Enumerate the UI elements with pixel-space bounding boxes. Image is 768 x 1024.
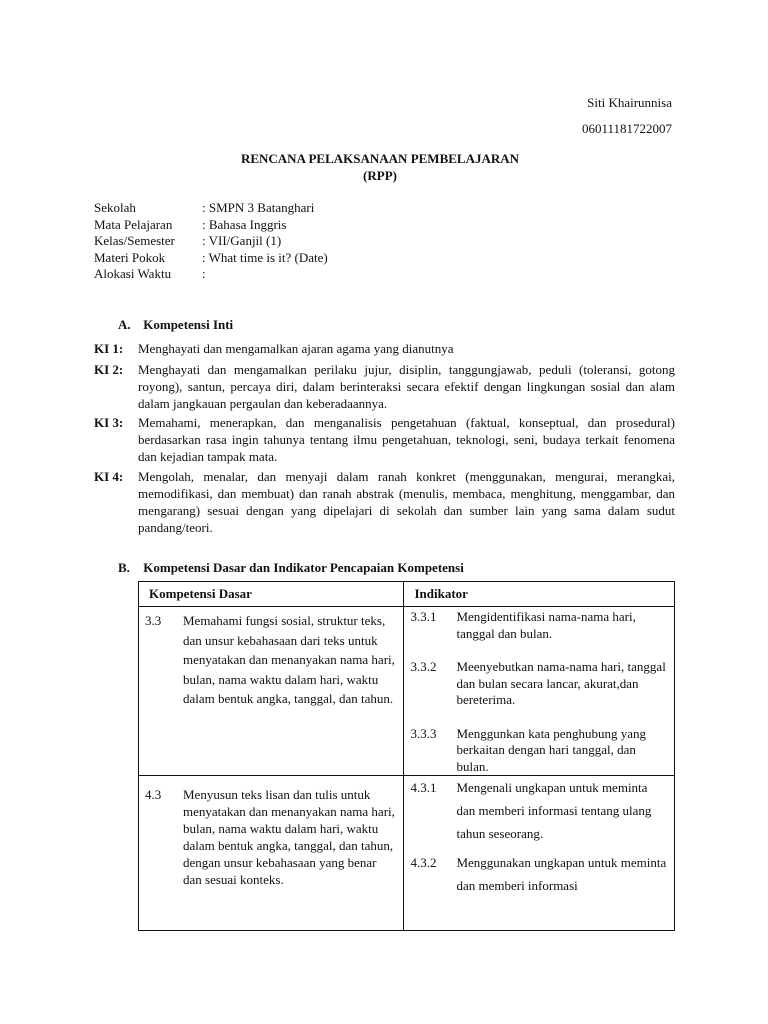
ki-item-2 — [94, 361, 675, 412]
ki-text: Mengolah, menalar, dan menyaji dalam ranah konkret (menggunakan, mengurai, merangkai, memodifikasi, dan membuat) dan ranah abstrak (menulis, membaca, menghitung, menggambar, dan mengarang) sesuai dengan yang dipelajari di sekolah dan sumber lain yang sama dalam sudut pandang/teori. — [138, 469, 675, 535]
section-b-title: Kompetensi Dasar dan Indikator Pencapaian Kompetensi — [143, 560, 464, 575]
info-row-class — [94, 233, 328, 250]
indicator-text: Menggunakan ungkapan untuk meminta dan memberi informasi — [456, 855, 667, 893]
ki-label: KI 3: — [94, 415, 124, 430]
info-label: Sekolah — [94, 200, 136, 215]
indicator-cell — [404, 776, 675, 931]
ki-item-4 — [94, 468, 675, 536]
indicator-number: 3.3.1 — [410, 609, 437, 624]
kd-cell — [139, 607, 404, 776]
indicator-number: 4.3.2 — [410, 855, 437, 870]
title-line-2: (RPP) — [363, 168, 397, 183]
info-row-time — [94, 266, 328, 283]
info-row-subject — [94, 217, 328, 234]
info-row-school — [94, 200, 328, 217]
title-line-1: RENCANA PELAKSANAAN PEMBELAJARAN — [240, 151, 520, 166]
section-b-number: B. — [118, 560, 130, 575]
kd-number: 3.3 — [145, 613, 162, 628]
indicator-text: Meenyebutkan nama-nama hari, tanggal dan bulan secara lancar, akurat,dan bereterima. — [456, 659, 666, 707]
identity-block — [94, 200, 328, 283]
document-title — [200, 150, 560, 184]
table-header-row — [139, 582, 675, 607]
indicator-item — [404, 659, 674, 709]
kd-cell — [139, 776, 404, 931]
ki-item-3 — [94, 414, 675, 465]
indicator-number: 4.3.1 — [410, 780, 437, 795]
section-a-number: A. — [118, 317, 131, 332]
info-label: Materi Pokok — [94, 249, 166, 265]
indicator-text: Menggunkan kata penghubung yang berkaitan dengan hari tanggal, dan bulan. — [456, 725, 646, 774]
author-name: Siti Khairunnisa — [587, 95, 672, 110]
table-header: Kompetensi Dasar — [139, 582, 404, 607]
indicator-item — [404, 851, 674, 897]
info-value: : Bahasa Inggris — [202, 216, 287, 232]
ki-label: KI 1: — [94, 341, 124, 356]
table-header: Indikator — [404, 582, 675, 607]
section-a-title: Kompetensi Inti — [143, 317, 234, 332]
kd-text: Memahami fungsi sosial, struktur teks, dan unsur kebahasaan dari teks untuk menyatakan dan menanyakan nama hari, bulan, nama waktu dalam hari, waktu dalam bentuk angka, tanggal, dan tahun. — [183, 613, 395, 706]
indicator-item — [404, 609, 674, 642]
info-value: : What time is it? (Date) — [202, 249, 328, 265]
info-row-topic — [94, 250, 328, 267]
kd-number: 4.3 — [145, 787, 162, 802]
indicator-number: 3.3.2 — [410, 659, 437, 674]
indicator-item — [404, 726, 674, 776]
section-a-heading — [118, 317, 233, 333]
kd-text: Menyusun teks lisan dan tulis untuk menyatakan dan menanyakan nama hari, bulan, nama waktu dalam hari, waktu dalam bentuk angka, tanggal, dan tahun, dengan unsur kebahasaan yang benar dan sesuai konteks. — [183, 787, 395, 887]
ki-text: Menghayati dan mengamalkan perilaku jujur, disiplin, tanggungjawab, peduli (toleransi, gotong royong), santun, percaya diri, dalam berinteraksi secara efektif dengan lingkungan sosial dan alam dalam jangkauan pergaulan dan keberadaannya. — [138, 362, 675, 411]
indicator-number: 3.3.3 — [410, 725, 437, 741]
indicator-item — [404, 776, 674, 845]
info-value: : — [202, 266, 206, 281]
table-row — [139, 776, 675, 931]
info-label: Alokasi Waktu — [94, 266, 172, 281]
table-row — [139, 607, 675, 776]
info-value: : SMPN 3 Batanghari — [202, 200, 315, 215]
info-value: : VII/Ganjil (1) — [202, 233, 282, 248]
ki-item-1 — [94, 340, 675, 357]
competency-table — [138, 581, 675, 931]
info-label: Kelas/Semester — [94, 233, 175, 248]
ki-text: Menghayati dan mengamalkan ajaran agama yang dianutnya — [138, 341, 454, 356]
ki-label: KI 2: — [94, 362, 124, 377]
ki-text: Memahami, menerapkan, dan menganalisis pengetahuan (faktual, konseptual, dan prosedural) berdasarkan rasa ingin tahunya tentang ilmu pengetahuan, teknologi, seni, budaya terkait fenomena dan kejadian tampak mata. — [138, 415, 675, 464]
info-label: Mata Pelajaran — [94, 216, 173, 232]
indicator-cell — [404, 607, 675, 776]
author-id: 06011181722007 — [581, 121, 672, 136]
indicator-text: Mengidentifikasi nama-nama hari, tanggal dan bulan. — [456, 609, 636, 641]
ki-label: KI 4: — [94, 469, 124, 484]
section-b-heading — [118, 560, 464, 576]
indicator-text: Mengenali ungkapan untuk meminta dan memberi informasi tentang ulang tahun seseorang. — [456, 780, 652, 841]
